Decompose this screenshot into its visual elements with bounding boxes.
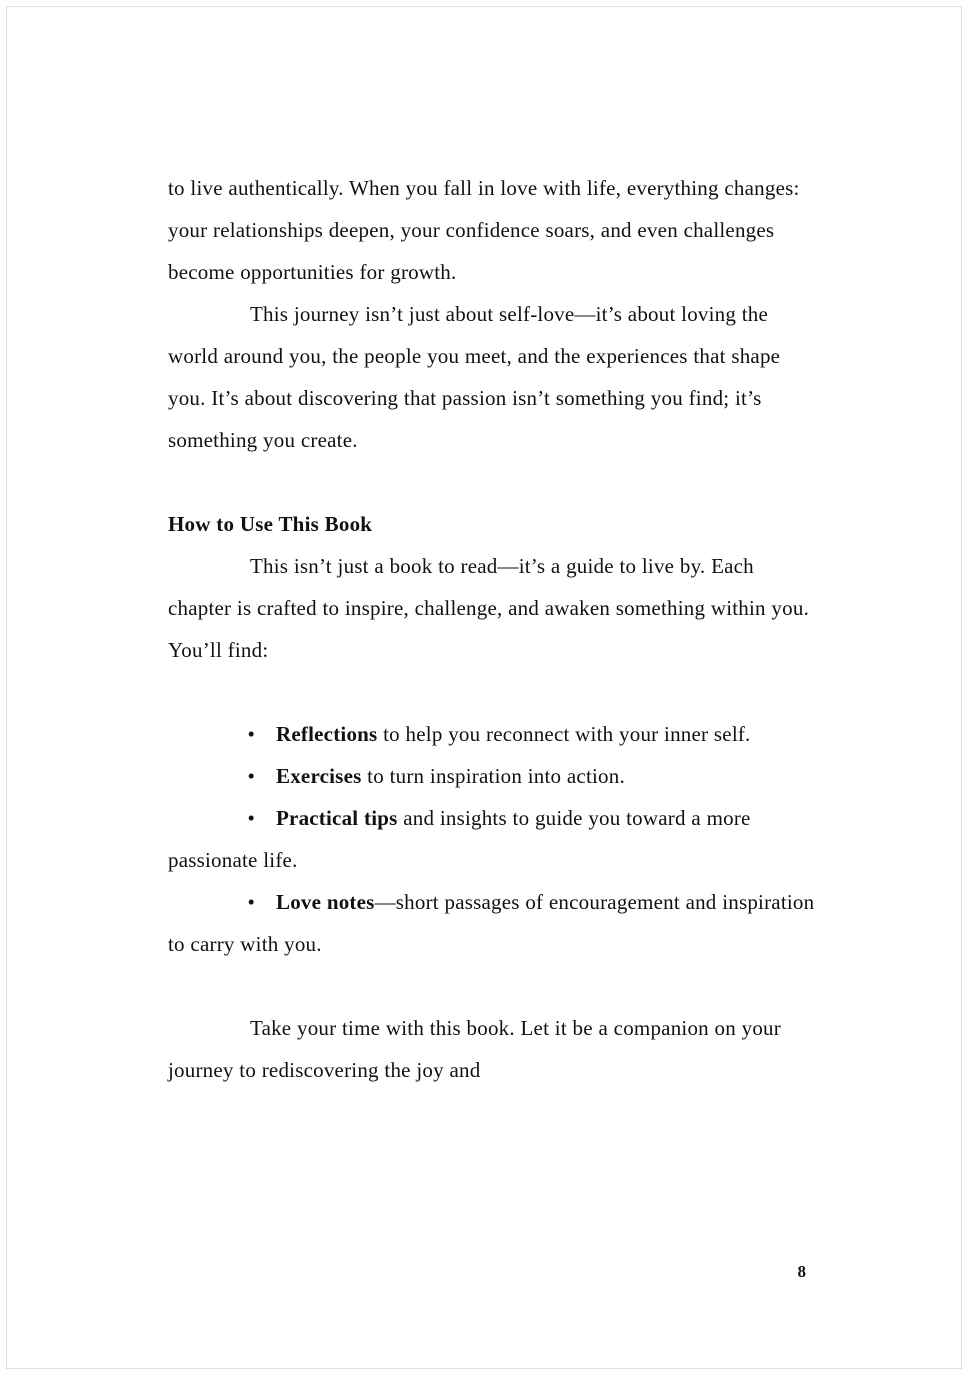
list-item-lead: Exercises <box>276 764 362 788</box>
paragraph-journey: This journey isn’t just about self-love—it’s about loving the world around you, the people you meet, and the experiences that shape you. It’s about discovering that passion isn’t something you find; it’s something you create. <box>168 302 781 452</box>
list-item <box>168 881 816 965</box>
list-item-text: to help you reconnect with your inner self. <box>377 722 751 746</box>
list-item-lead: Practical tips <box>276 806 398 830</box>
bullet-icon: • <box>247 890 255 914</box>
paragraph-closing: Take your time with this book. Let it be a companion on your journey to rediscovering the joy and <box>168 1016 781 1082</box>
heading-how-to-use-this-book: How to Use This Book <box>168 512 373 536</box>
list-item-text: and insights to guide you toward a more passionate life. <box>168 806 751 872</box>
section-spacer-before-heading <box>168 461 816 503</box>
bullet-icon: • <box>247 722 255 746</box>
page-text-column <box>168 167 816 1091</box>
paragraph-guide: This isn’t just a book to read—it’s a guide to live by. Each chapter is crafted to inspire, challenge, and awaken something within you. You’ll find: <box>168 554 810 662</box>
section-spacer-before-list <box>168 671 816 713</box>
list-item-lead: Reflections <box>276 722 378 746</box>
bullet-icon: • <box>247 806 255 830</box>
list-item-text: to turn inspiration into action. <box>361 764 625 788</box>
list-item <box>168 755 816 797</box>
document-page <box>6 6 962 1369</box>
section-spacer-after-list <box>168 965 816 1007</box>
list-item <box>168 713 816 755</box>
page-number: 8 <box>797 1262 806 1281</box>
list-item-text: —short passages of encouragement and inspiration to carry with you. <box>168 890 815 956</box>
bullet-icon: • <box>247 764 255 788</box>
paragraph-continued: to live authentically. When you fall in love with life, everything changes: your relationships deepen, your confidence soars, and even challenges become opportunities for growth. <box>168 176 800 284</box>
list-item-lead: Love notes <box>276 890 375 914</box>
list-item <box>168 797 816 881</box>
